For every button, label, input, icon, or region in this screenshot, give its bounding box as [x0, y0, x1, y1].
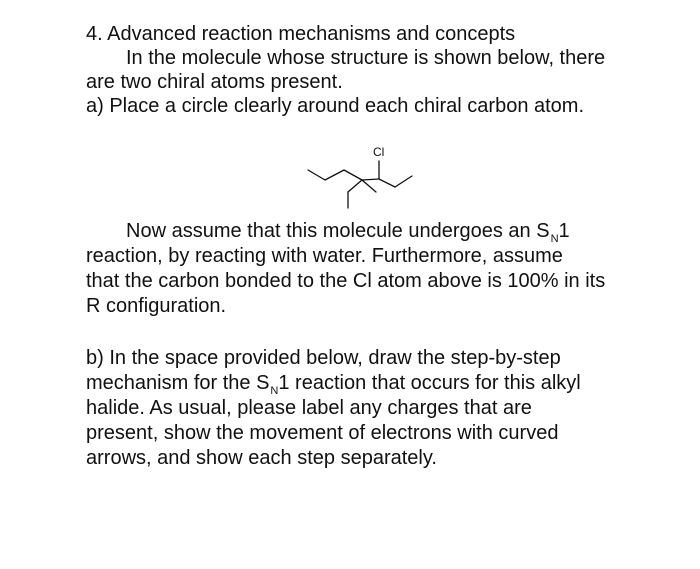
part-b-line-2: [86, 371, 581, 398]
assume-line-2: reaction, by reacting with water. Furthermore, assume: [86, 245, 563, 267]
bond-7: [348, 180, 362, 192]
part-b-text: mechanism for the S: [86, 372, 270, 394]
part-b-line-5: arrows, and show each step separately.: [86, 447, 437, 469]
bond-1: [308, 170, 325, 180]
bond-2: [325, 170, 344, 180]
bond-6: [395, 176, 412, 187]
intro-line-2: are two chiral atoms present.: [86, 71, 343, 93]
sn1-suffix: 1: [558, 220, 570, 242]
molecule-structure[interactable]: [300, 140, 420, 215]
bond-5: [379, 179, 395, 187]
assume-text: Now assume that this molecule undergoes an S: [126, 220, 550, 242]
part-b-line-4: present, show the movement of electrons with curved: [86, 422, 559, 444]
question-header: 4. Advanced reaction mechanisms and concepts: [86, 23, 516, 45]
assume-line-1: [126, 219, 570, 246]
subscript-n: N: [270, 385, 279, 397]
subscript-n: N: [550, 233, 559, 245]
bond-4: [362, 179, 379, 180]
part-b-line-1: b) In the space provided below, draw the step-by-step: [86, 347, 561, 369]
part-a-instruction: a) Place a circle clearly around each chiral carbon atom.: [86, 95, 585, 117]
bond-3: [344, 170, 362, 180]
part-b-text-cont: 1 reaction that occurs for this alkyl: [278, 372, 581, 394]
intro-line-1: In the molecule whose structure is shown below, there: [126, 47, 606, 69]
bond-9: [362, 180, 376, 192]
chlorine-label: Cl: [373, 145, 385, 159]
assume-line-4: R configuration.: [86, 295, 227, 317]
part-b-line-3: halide. As usual, please label any charges that are: [86, 397, 532, 419]
assume-line-3: that the carbon bonded to the Cl atom above is 100% in its: [86, 270, 606, 292]
skeletal-bonds: [308, 161, 412, 208]
